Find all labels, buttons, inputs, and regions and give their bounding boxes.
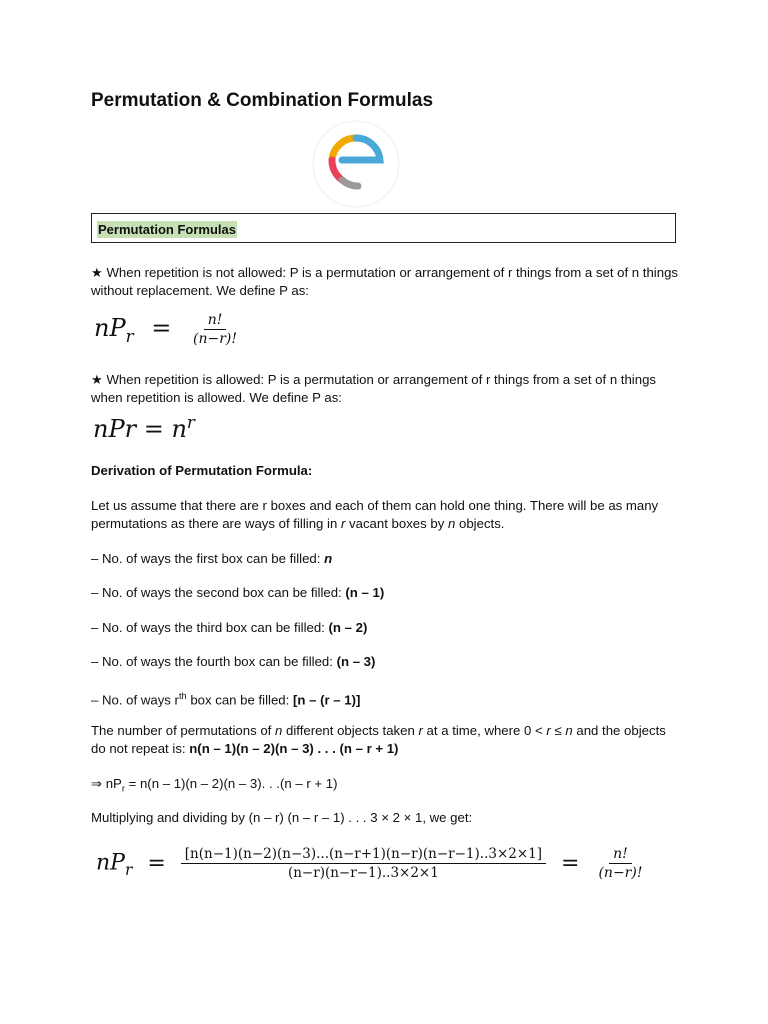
ways-second-label: – No. of ways the second box can be filled:: [91, 585, 346, 600]
ways-first-label: – No. of ways the first box can be filled:: [91, 551, 325, 566]
implies-text-1: ⇒ nP: [91, 776, 122, 791]
perm-text-5: and the objects do not repeat is:: [91, 723, 666, 756]
formula-npr-numerator: n!: [204, 312, 227, 330]
paragraph-assume: [91, 497, 681, 533]
ways-second: [91, 584, 681, 602]
assume-r: r: [340, 516, 346, 531]
ways-fourth: [91, 653, 681, 671]
perm-text-3: at a time, where 0 <: [422, 723, 547, 738]
assume-text-3: objects.: [455, 516, 505, 531]
implies-text-2: = n(n – 1)(n – 2)(n – 3). . .(n – r + 1): [124, 776, 338, 791]
formula-rep-base: nPr = n: [93, 415, 187, 443]
final-numerator: n!: [609, 846, 632, 864]
assume-n: n: [448, 516, 456, 531]
ways-rth-label-1: – No. of ways r: [91, 692, 179, 708]
assume-text-2: vacant boxes by: [345, 516, 448, 531]
page-title: Permutation & Combination Formulas: [91, 90, 434, 111]
formula-derivation: [96, 846, 646, 881]
perm-text-4: ≤: [550, 723, 566, 738]
paragraph-permutations: [91, 722, 681, 758]
assume-text-1: Let us assume that there are r boxes and each of them can hold one thing. There will be as many permutations as there are ways of filling in: [91, 498, 659, 531]
ways-third: [91, 619, 681, 637]
section-heading-box: [91, 213, 676, 243]
ways-second-value: (n – 1): [345, 585, 385, 600]
ways-rth: [91, 687, 681, 709]
section-heading: Permutation Formulas: [98, 222, 236, 237]
formula-npr-sub: r: [125, 325, 134, 346]
implies-line: [91, 775, 681, 798]
formula-npr-fraction: [189, 312, 241, 347]
ways-third-label: – No. of ways the third box can be filled:: [91, 620, 329, 635]
paragraph-multiply: Multiplying and dividing by (n – r) (n – r – 1) . . . 3 × 2 × 1, we get:: [91, 810, 473, 825]
perm-r2: r: [546, 723, 551, 738]
ways-fourth-value: (n – 3): [336, 654, 376, 669]
derivation-eq-2: =: [561, 850, 580, 876]
derivation-sub: r: [124, 860, 133, 879]
perm-text-2: different objects taken: [282, 723, 419, 738]
formula-npr: [94, 312, 241, 347]
derivation-numerator: [n(n−1)(n−2)(n−3)...(n−r+1)(n−r)(n−r−1)..3×2×1]: [181, 846, 546, 864]
derivation-heading: Derivation of Permutation Formula:: [91, 463, 313, 478]
derivation-lhs: nP: [96, 850, 125, 876]
ways-rth-sup: th: [178, 691, 187, 701]
final-fraction: [594, 846, 646, 881]
ways-fourth-label: – No. of ways the fourth box can be filled:: [91, 654, 337, 669]
derivation-eq: =: [147, 850, 166, 876]
perm-product: n(n – 1)(n – 2)(n – 3) . . . (n – r + 1): [189, 741, 399, 756]
implies-sub: r: [121, 783, 125, 794]
formula-npr-lhs: nP: [94, 314, 126, 342]
derivation-fraction: [181, 846, 546, 881]
final-denominator: (n−r)!: [598, 865, 643, 881]
formula-npr-eq: =: [151, 314, 172, 342]
perm-n: n: [275, 723, 283, 738]
paragraph-repetition: ★ When repetition is allowed: P is a permutation or arrangement of r things from a set of n things when repetition is allowed. We define P as:: [91, 372, 657, 405]
ways-rth-value: [n – (r – 1)]: [292, 692, 361, 708]
perm-r: r: [418, 723, 423, 738]
ways-third-value: (n – 2): [328, 620, 368, 635]
derivation-denominator: (n−r)(n−r−1)..3×2×1: [287, 865, 439, 881]
perm-n2: n: [565, 723, 573, 738]
formula-npr-denominator: (n−r)!: [193, 331, 238, 347]
formula-npr-repetition: [93, 412, 195, 443]
ways-first: [91, 550, 681, 568]
perm-text-1: The number of permutations of: [91, 723, 275, 738]
ways-first-value: n: [324, 551, 333, 566]
ways-rth-label-2: box can be filled:: [186, 692, 293, 708]
formula-rep-sup: r: [186, 412, 195, 432]
paragraph-no-repetition: ★ When repetition is not allowed: P is a permutation or arrangement of r things from a set of n things without replacement. We define P as:: [91, 265, 678, 298]
brand-logo-icon: [312, 120, 400, 208]
